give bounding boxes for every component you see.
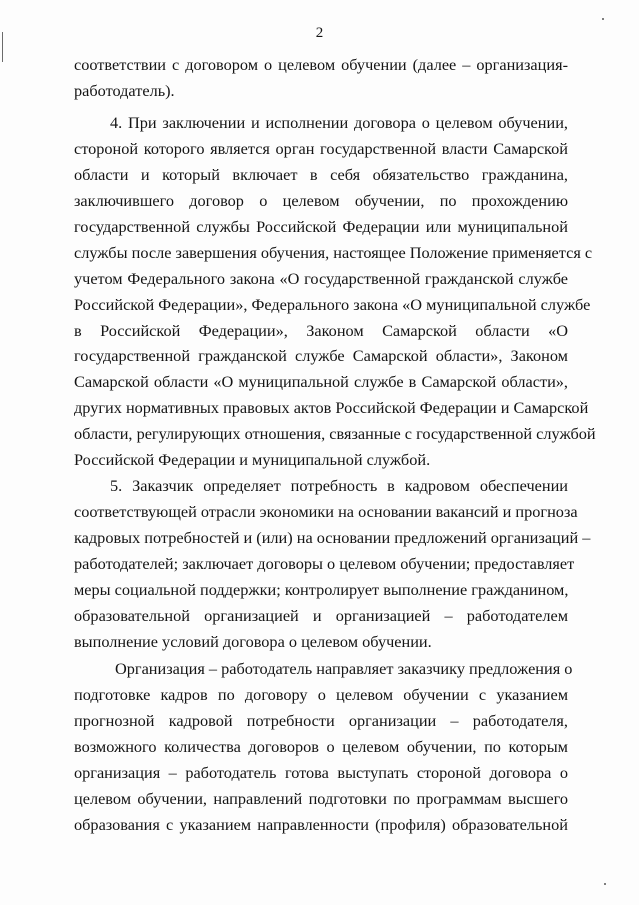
text-line: прогнозной кадровой потребности организации – работодателя,	[74, 710, 568, 730]
text-line: возможного количества договоров о целевом обучении, по которым	[74, 736, 568, 756]
text-line: работодатель).	[74, 80, 175, 100]
text-line: Самарской области «О муниципальной службе в Самарской области»,	[74, 372, 568, 392]
text-line: работодателей; заключает договоры о целевом обучении; предоставляет	[74, 553, 575, 573]
text-line: организация – работодатель готова выступать стороной договора о	[74, 762, 568, 782]
text-line: Российской Федерации», Федерального закона «О муниципальной службе	[74, 294, 591, 314]
text-line: области, регулирующих отношения, связанные с государственной службой	[74, 424, 596, 444]
text-line: Российской Федерации и муниципальной службой.	[74, 450, 431, 470]
text-line: других нормативных правовых актов Российской Федерации и Самарской	[74, 398, 589, 418]
text-line: государственной гражданской службе Самарской области», Законом	[74, 346, 568, 366]
text-line: государственной службы Российской Федерации или муниципальной	[74, 216, 568, 236]
paragraph-organization	[74, 656, 573, 838]
text-line: соответствующей отрасли экономики на основании вакансий и прогноза	[74, 501, 578, 521]
text-line: Организация – работодатель направляет заказчику предложения о	[115, 659, 573, 678]
paragraph-item-4	[74, 110, 596, 473]
text-line: меры социальной поддержки; контролирует выполнение гражданином,	[74, 579, 569, 599]
text-line: учетом Федерального закона «О государственной гражданской службе	[74, 268, 568, 288]
text-line: образования с указанием направленности (профиля) образовательной	[74, 814, 568, 834]
text-line: области и который включает в себя обязательство гражданина,	[74, 164, 568, 184]
scan-speck	[602, 18, 604, 20]
text-line: 5. Заказчик определяет потребность в кадровом обеспечении	[110, 476, 568, 495]
text-line: стороной которого является орган государственной власти Самарской	[74, 138, 568, 158]
text-line: соответствии с договором о целевом обучении (далее – организация-	[74, 55, 568, 74]
page-number: 2	[315, 25, 324, 41]
paragraph-continuation	[74, 52, 568, 104]
text-line: подготовке кадров по договору о целевом обучении с указанием	[74, 684, 568, 704]
text-line: образовательной организацией и организацией – работодателем	[74, 605, 568, 625]
text-line: в Российской Федерации», Законом Самарской области «О	[74, 320, 568, 340]
text-line: 4. При заключении и исполнении договора о целевом обучении,	[110, 113, 568, 132]
text-line: службы после завершения обучения, настоящее Положение применяется с	[74, 242, 593, 262]
text-line: выполнение условий договора о целевом обучении.	[74, 631, 432, 651]
paragraph-item-5	[74, 473, 591, 655]
scan-speck	[604, 883, 606, 885]
text-line: кадровых потребностей и (или) на основании предложений организаций –	[74, 527, 591, 547]
text-line: заключившего договор о целевом обучении, по прохождению	[74, 190, 568, 210]
text-line: целевом обучении, направлений подготовки по программам высшего	[74, 788, 568, 808]
